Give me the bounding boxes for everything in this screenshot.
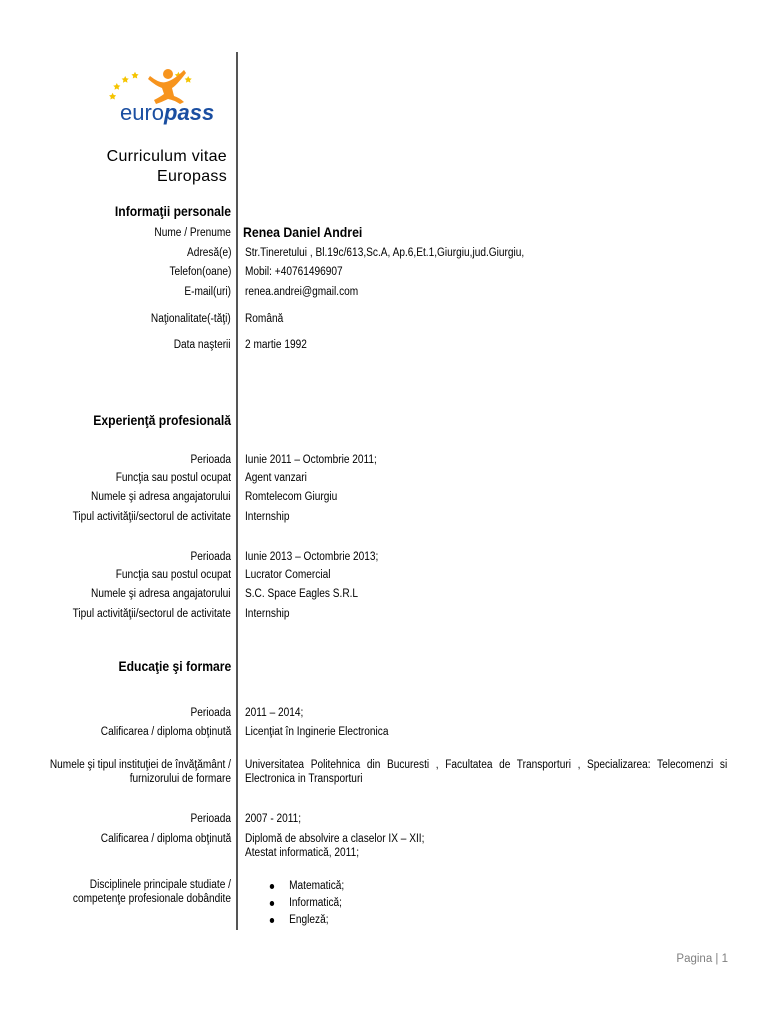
qualification-value-line2: Atestat informatică, 2011; — [245, 847, 360, 859]
section-personal-info: Informaţii personale — [114, 204, 231, 219]
name-value: Renea Daniel Andrei — [243, 224, 363, 240]
period-value: Iunie 2013 – Octombrie 2013; — [245, 551, 379, 563]
qualification-value-line1: Diplomă de absolvire a claselor IX – XII; — [245, 833, 425, 845]
name-label: Nume / Prenume — [154, 227, 231, 239]
address-label: Adresă(e) — [186, 247, 231, 259]
subjects-list — [268, 878, 355, 929]
period-label: Perioada — [190, 551, 231, 563]
activity-type-value: Internship — [245, 608, 290, 620]
europass-logo — [100, 62, 225, 132]
list-item: Engleză; — [268, 912, 344, 929]
svg-text:europass — [120, 100, 214, 125]
page-number: Pagina | 1 — [676, 953, 728, 965]
cv-title-line2: Europass — [157, 168, 227, 185]
logo-euro-text: euro — [120, 100, 165, 125]
employer-label: Numele şi adresa angajatorului — [91, 491, 231, 503]
qualification-value: Licenţiat în Inginerie Electronica — [245, 726, 389, 738]
period-label: Perioada — [190, 454, 231, 466]
section-experience: Experienţă profesională — [93, 413, 231, 428]
period-label: Perioada — [190, 813, 231, 825]
nationality-value: Română — [245, 313, 284, 325]
column-divider — [236, 52, 238, 930]
activity-type-label: Tipul activităţii/sectorul de activitate — [72, 608, 231, 620]
institution-value: Universitatea Politehnica din Bucuresti , Facultatea de Transporturi , Specializarea: Telecomenzi si Electronica in Transporturi — [245, 759, 728, 785]
activity-type-value: Internship — [245, 511, 290, 523]
address-value: Str.Tineretului , Bl.19c/613,Sc.A, Ap.6,Et.1,Giurgiu,jud.Giurgiu, — [245, 247, 525, 259]
list-item: Matematică; — [268, 878, 344, 895]
list-item: Informatică; — [268, 895, 344, 912]
role-label: Funcţia sau postul ocupat — [115, 569, 231, 581]
qualification-label: Calificarea / diploma obţinută — [100, 726, 231, 738]
employer-value: S.C. Space Eagles S.R.L — [245, 588, 359, 600]
period-value: 2011 – 2014; — [245, 707, 304, 719]
cv-title-line1: Curriculum vitae — [106, 148, 227, 165]
employer-value: Romtelecom Giurgiu — [245, 491, 338, 503]
institution-label: Numele şi tipul instituţiei de învăţământ / furnizorului de formare — [49, 759, 231, 785]
nationality-label: Naţionalitate(-tăţi) — [151, 313, 231, 325]
role-label: Funcţia sau postul ocupat — [115, 472, 231, 484]
email-label: E-mail(uri) — [184, 286, 231, 298]
qualification-label: Calificarea / diploma obţinută — [100, 833, 231, 845]
employer-label: Numele şi adresa angajatorului — [91, 588, 231, 600]
period-value: Iunie 2011 – Octombrie 2011; — [245, 454, 377, 466]
logo-pass-text: pass — [164, 100, 215, 125]
role-value: Agent vanzari — [245, 472, 307, 484]
europass-emblem-icon — [100, 62, 225, 132]
email-value[interactable]: renea.andrei@gmail.com — [245, 286, 359, 298]
birthdate-value: 2 martie 1992 — [245, 339, 307, 351]
subjects-label: Disciplinele principale studiate / competenţe profesionale dobândite — [72, 879, 231, 905]
period-value: 2007 - 2011; — [245, 813, 302, 825]
activity-type-label: Tipul activităţii/sectorul de activitate — [72, 511, 231, 523]
birthdate-label: Data naşterii — [174, 339, 231, 351]
period-label: Perioada — [190, 707, 231, 719]
role-value: Lucrator Comercial — [245, 569, 331, 581]
section-education: Educaţie şi formare — [118, 659, 231, 674]
phone-value: Mobil: +40761496907 — [245, 266, 343, 278]
phone-label: Telefon(oane) — [169, 266, 231, 278]
